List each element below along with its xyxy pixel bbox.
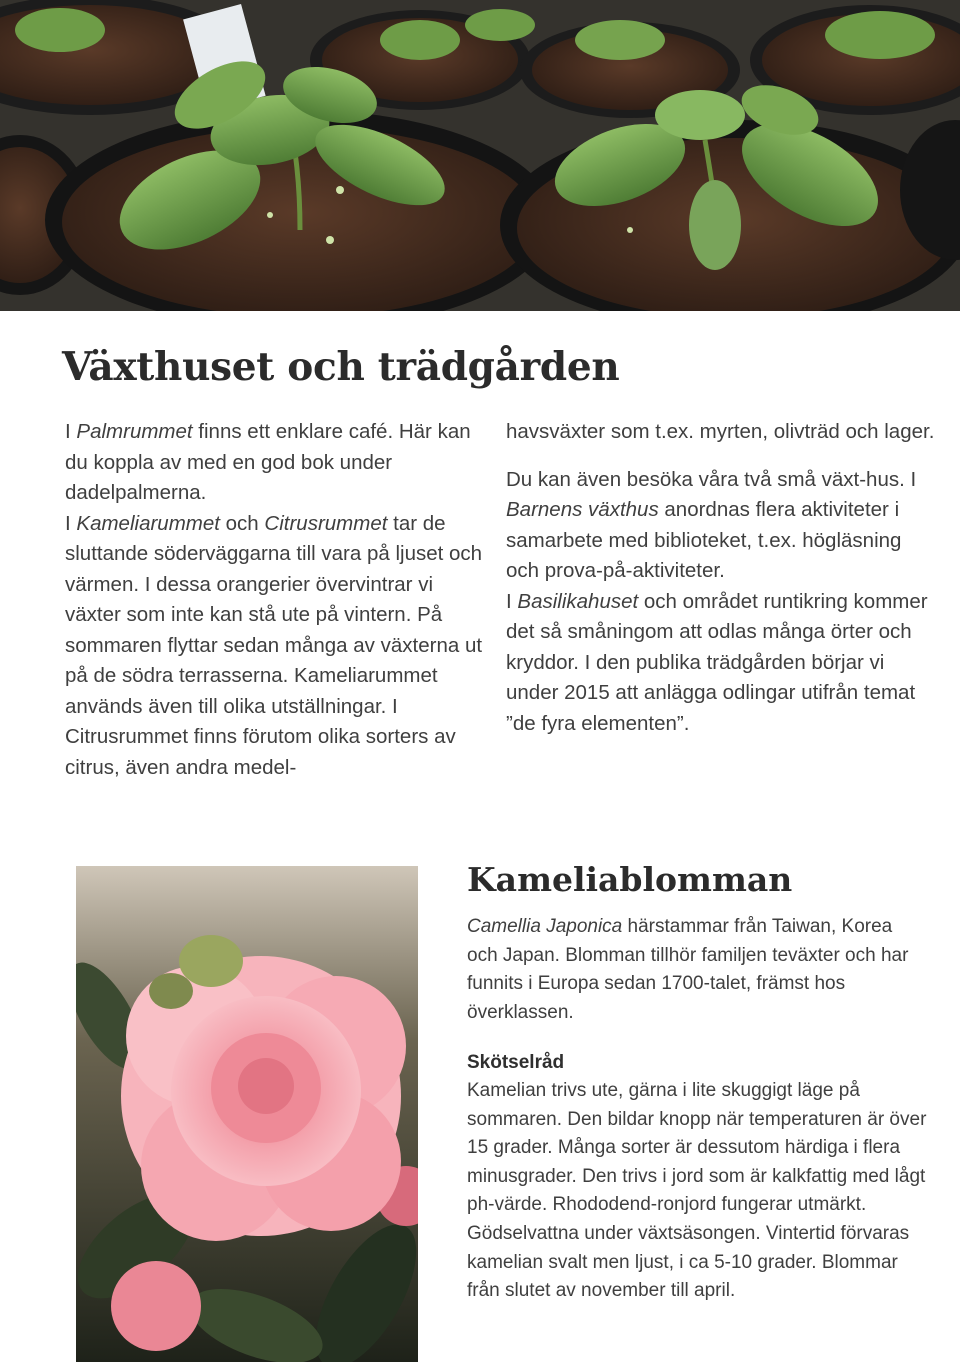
seedlings-illustration: [0, 0, 960, 311]
camellia-heading: Kameliablomman: [467, 860, 793, 899]
care-heading: Skötselråd: [467, 1052, 565, 1073]
text-run: Du kan även besöka våra två små växt-hus. I: [506, 467, 917, 491]
italic-term: Barnens växthus: [506, 498, 659, 521]
camellia-intro-text: [467, 913, 927, 1027]
text-run: härstammar från Taiwan, Korea och Japan. Blomman tillhör familjen teväxter och har funnits i Europa sedan 1700-talet, främst hos överklassen.: [467, 916, 909, 1023]
care-text-block: [467, 1077, 927, 1306]
text-run: I: [65, 511, 77, 535]
italic-term: Palmrummet: [76, 420, 193, 443]
camellia-illustration: [76, 866, 418, 1362]
text-run: tar de sluttande söderväggarna till vara på ljuset och värmen. I dessa orangerier övervintrar vi växter som inte kan stå ute på vintern. På sommaren flyttar sedan många av växterna ut på de södra terrasserna. Kameliarummet används även till olika utställningar. I Citrusrummet finns förutom olika sorters av citrus, även andra medel-: [65, 511, 483, 779]
text-run: finns ett enklare café. Här kan du koppla av med en god bok under dadelpalmerna.: [65, 420, 471, 504]
text-run: I: [65, 420, 77, 443]
italic-term: Camellia Japonica: [467, 916, 623, 937]
text-run: och: [219, 511, 265, 535]
left-column-paragraph: [65, 417, 485, 783]
italic-term: Kameliarummet: [76, 511, 220, 535]
text-run: och området runtikring kommer det så småningom att odlas många örter och kryddor. I den publika trädgården börjar vi under 2015 att anlägga odlingar utifrån temat ”de fyra elementen”.: [506, 589, 928, 735]
page-title: Växthuset och trädgården: [62, 344, 620, 390]
continuation-text: havsväxter som t.ex. myrten, olivträd och lager.: [506, 420, 935, 443]
text-run: I: [506, 589, 518, 613]
text-run: anordnas flera aktiviteter i samarbete med biblioteket, t.ex. högläsning och prova-på-aktiviteter.: [506, 498, 902, 582]
left-text-column: [65, 417, 485, 783]
camellia-intro: [467, 913, 927, 1027]
italic-term: Citrusrummet: [264, 511, 388, 535]
camellia-photo: [76, 866, 418, 1362]
care-text: Kamelian trivs ute, gärna i lite skuggigt läge på sommaren. Den bildar knopp när temperaturen är över 15 grader. Många sorter är dessutom härdiga i flera minusgrader. Den trivs i jord som är kalkfattig med lågt ph-värde. Rhododend-ronjord fungerar utmärkt. Gödselvattna under växtsäsongen. Vintertid förvaras kamelian svalt men ljust, i ca 5-10 grader. Blommar från slutet av november till april.: [467, 1080, 927, 1302]
right-column-paragraph: [506, 465, 936, 740]
right-text-column: [506, 417, 936, 739]
italic-term: Basilikahuset: [517, 589, 639, 613]
hero-photo-seedlings: [0, 0, 960, 311]
